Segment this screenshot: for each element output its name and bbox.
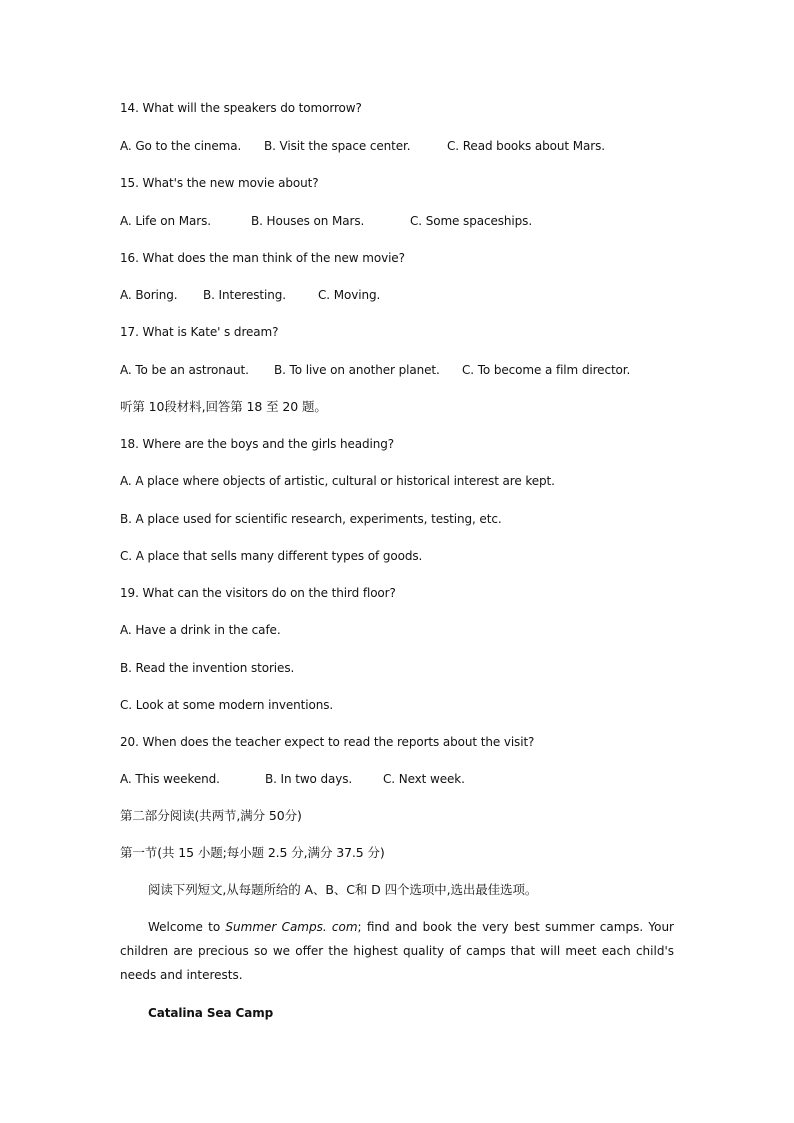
question-18: 18. Where are the boys and the girls heading? xyxy=(120,437,395,451)
camp-title: Catalina Sea Camp xyxy=(148,1006,274,1020)
section-10-instruction: 听第 10段材料,回答第 18 至 20 题。 xyxy=(120,399,327,414)
option-18-c: C. A place that sells many different types of goods. xyxy=(120,549,423,563)
question-19: 19. What can the visitors do on the third floor? xyxy=(120,586,396,600)
reading-instructions: 阅读下列短文,从每题所给的 A、B、C和 D 四个选项中,选出最佳选项。 xyxy=(148,882,538,897)
option-16-c: C. Moving. xyxy=(318,288,381,302)
option-14-a: A. Go to the cinema. xyxy=(120,139,242,153)
question-14: 14. What will the speakers do tomorrow? xyxy=(120,101,362,115)
option-20-c: C. Next week. xyxy=(383,772,465,786)
intro-text-after: ; find and book the very best summer camps. Your children are precious so we offer the highest quality of camps that will meet each child's needs and interests. xyxy=(120,920,674,982)
question-16: 16. What does the man think of the new movie? xyxy=(120,251,405,265)
option-17-b: B. To live on another planet. xyxy=(274,363,440,377)
option-15-c: C. Some spaceships. xyxy=(410,214,533,228)
section-1-heading: 第一节(共 15 小题;每小题 2.5 分,满分 37.5 分) xyxy=(120,845,385,860)
option-20-a: A. This weekend. xyxy=(120,772,220,786)
option-16-b: B. Interesting. xyxy=(203,288,286,302)
intro-text-before: Welcome to xyxy=(148,920,226,934)
option-18-b: B. A place used for scientific research, experiments, testing, etc. xyxy=(120,512,502,526)
question-17: 17. What is Kate' s dream? xyxy=(120,325,279,339)
option-15-b: B. Houses on Mars. xyxy=(251,214,365,228)
question-15: 15. What's the new movie about? xyxy=(120,176,319,190)
question-20: 20. When does the teacher expect to read the reports about the visit? xyxy=(120,735,535,749)
option-18-a: A. A place where objects of artistic, cultural or historical interest are kept. xyxy=(120,474,555,488)
option-19-b: B. Read the invention stories. xyxy=(120,661,295,675)
option-19-c: C. Look at some modern inventions. xyxy=(120,698,334,712)
option-17-a: A. To be an astronaut. xyxy=(120,363,249,377)
option-14-c: C. Read books about Mars. xyxy=(447,139,605,153)
option-20-b: B. In two days. xyxy=(265,772,353,786)
option-14-b: B. Visit the space center. xyxy=(264,139,411,153)
option-16-a: A. Boring. xyxy=(120,288,178,302)
part-2-heading: 第二部分阅读(共两节,满分 50分) xyxy=(120,808,302,823)
option-17-c: C. To become a film director. xyxy=(462,363,631,377)
intro-site-name: Summer Camps. com xyxy=(225,920,358,934)
passage-intro xyxy=(120,915,674,987)
option-19-a: A. Have a drink in the cafe. xyxy=(120,623,281,637)
option-15-a: A. Life on Mars. xyxy=(120,214,211,228)
